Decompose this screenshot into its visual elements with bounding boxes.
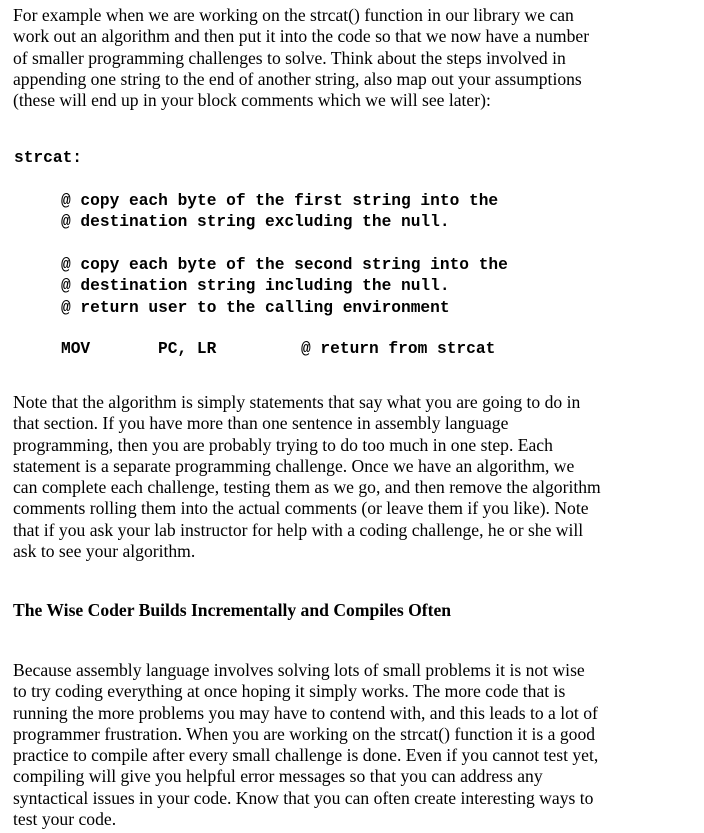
code-operands: PC, LR bbox=[158, 340, 217, 358]
section-line: programmer frustration. When you are working on the strcat() function it is a good bbox=[13, 723, 596, 744]
intro-line: For example when we are working on the strcat() function in our library we can bbox=[13, 5, 574, 25]
note-line: comments rolling them into the actual comments (or leave them if you like). Note bbox=[13, 498, 589, 519]
section-line: running the more problems you may have to contend with, and this leads to a lot of bbox=[13, 702, 598, 723]
note-paragraph bbox=[13, 392, 693, 562]
section-line: Because assembly language involves solving lots of small problems it is not wise bbox=[13, 660, 585, 680]
section-heading: The Wise Coder Builds Incrementally and Compiles Often bbox=[13, 600, 452, 620]
note-line: Note that the algorithm is simply statements that say what you are going to do in bbox=[13, 392, 581, 412]
section-line: compiling will give you helpful error messages so that you can address any bbox=[13, 766, 543, 787]
code-comment-block-1 bbox=[61, 191, 498, 234]
section-line: syntactical issues in your code. Know that you can often create interesting ways to bbox=[13, 787, 594, 808]
code-instruction-line bbox=[0, 339, 704, 361]
code-inline-comment: @ return from strcat bbox=[301, 340, 496, 358]
note-line: that if you ask your lab instructor for help with a coding challenge, he or she will bbox=[13, 519, 584, 540]
code-comment-line: @ copy each byte of the first string into the bbox=[61, 192, 499, 210]
intro-line: appending one string to the end of another string, also map out your assumptions bbox=[13, 68, 582, 89]
note-line: programming, then you are probably trying to do too much in one step. Each bbox=[13, 434, 553, 455]
code-comment-line: @ return user to the calling environment bbox=[61, 298, 450, 317]
code-label-strcat: strcat: bbox=[14, 149, 82, 167]
code-comment-block-2 bbox=[61, 255, 508, 319]
code-comment-line: @ copy each byte of the second string into the bbox=[61, 256, 508, 274]
intro-paragraph bbox=[13, 5, 693, 111]
note-line: statement is a separate programming challenge. Once we have an algorithm, we bbox=[13, 455, 575, 476]
code-comment-line: @ destination string excluding the null. bbox=[61, 213, 450, 232]
intro-line: (these will end up in your block comments which we will see later): bbox=[13, 90, 491, 111]
code-comment-line: @ destination string including the null. bbox=[61, 277, 450, 296]
code-opcode: MOV bbox=[61, 340, 91, 358]
intro-line: of smaller programming challenges to solve. Think about the steps involved in bbox=[13, 47, 566, 68]
section-line: practice to compile after every small challenge is done. Even if you cannot test yet, bbox=[13, 745, 599, 766]
section-paragraph bbox=[13, 660, 693, 830]
section-line: test your code. bbox=[13, 809, 117, 830]
note-line: ask to see your algorithm. bbox=[13, 541, 196, 562]
note-line: that section. If you have more than one sentence in assembly language bbox=[13, 413, 509, 434]
note-line: can complete each challenge, testing them as we go, and then remove the algorithm bbox=[13, 477, 601, 498]
section-line: to try coding everything at once hoping it simply works. The more code that is bbox=[13, 681, 566, 702]
intro-line: work out an algorithm and then put it into the code so that we now have a number bbox=[13, 26, 590, 47]
